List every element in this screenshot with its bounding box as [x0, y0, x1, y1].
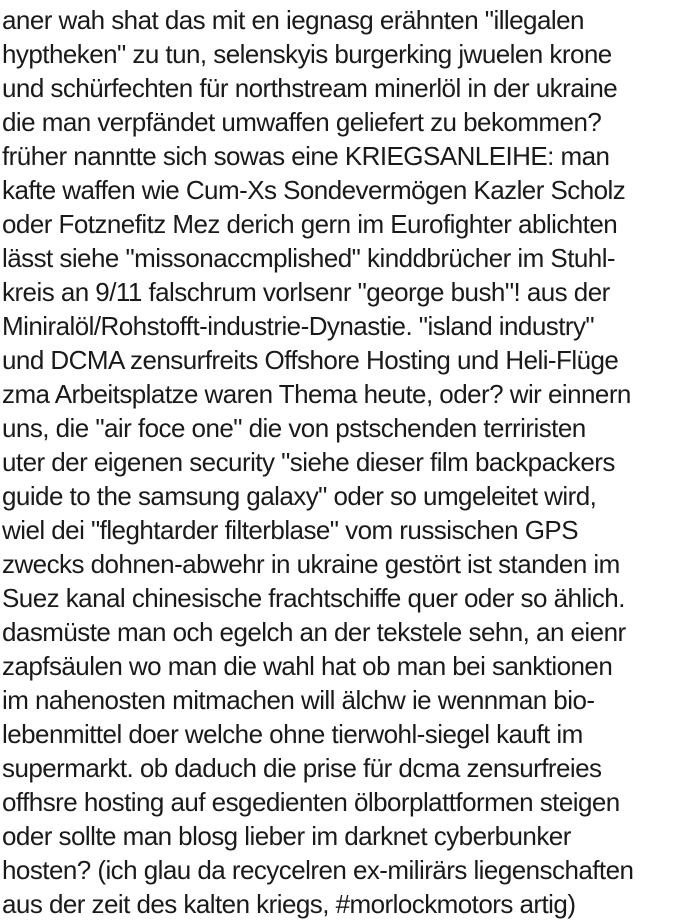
text-line: uns, die "air foce one" die von pstschenden terriristen [2, 413, 586, 443]
text-line: oder sollte man blosg lieber im darknet cyberbunker [2, 821, 571, 851]
text-line: hyptheken" zu tun, selenskyis burgerking jwuelen krone [2, 39, 612, 69]
text-line: die man verpfändet umwaffen geliefert zu bekommen? [2, 107, 602, 137]
text-line: im nahenosten mitmachen will älchw ie wennman bio- [2, 685, 595, 715]
text-line: aner wah shat das mit en iegnasg erähnten "illegalen [2, 5, 584, 35]
text-line: und DCMA zensurfreits Offshore Hosting und Heli-Flüge [2, 345, 619, 375]
text-line: uter der eigenen security "siehe dieser film backpackers [2, 447, 615, 477]
text-line: dasmüste man och egelch an der tekstele sehn, an eienr [2, 617, 626, 647]
text-line: wiel dei "fleghtarder filterblase" vom russischen GPS [2, 515, 579, 545]
text-line: zma Arbeitsplatze waren Thema heute, oder? wir einnern [2, 379, 631, 409]
text-line: supermarkt. ob daduch die prise für dcma zensurfreies [2, 753, 602, 783]
text-line: zwecks dohnen-abwehr in ukraine gestört ist standen im [2, 549, 620, 579]
text-line: offhsre hosting auf esgedienten ölborplattformen steigen [2, 787, 620, 817]
text-line: kafte waffen wie Cum-Xs Sondevermögen Kazler Scholz [2, 175, 626, 205]
text-line: kreis an 9/11 falschrum vorlsenr "george bush"! aus der [2, 277, 610, 307]
text-line: oder Fotznefitz Mez derich gern im Eurofighter ablichten [2, 209, 618, 239]
text-line: guide to the samsung galaxy" oder so umgeleitet wird, [2, 481, 597, 511]
text-line: Suez kanal chinesische frachtschiffe quer oder so ählich. [2, 583, 625, 613]
text-line: lässt siehe "missonaccmplished" kinddbrücher im Stuhl- [2, 243, 616, 273]
text-line: zapfsäulen wo man die wahl hat ob man bei sanktionen [2, 651, 613, 681]
text-line: und schürfechten für northstream minerlöl in der ukraine [2, 73, 618, 103]
text-line: Miniralöl/Rohstofft-industrie-Dynastie. "island industry" [2, 311, 595, 341]
text-line: lebenmittel doer welche ohne tierwohl-siegel kauft im [2, 719, 583, 749]
text-line: hosten? (ich glau da recycelren ex-milirärs liegenschaften [2, 855, 634, 885]
text-line: früher nanntte sich sowas eine KRIEGSANLEIHE: man [2, 141, 610, 171]
text-line: aus der zeit des kalten kriegs, #morlockmotors artig) [2, 889, 576, 919]
